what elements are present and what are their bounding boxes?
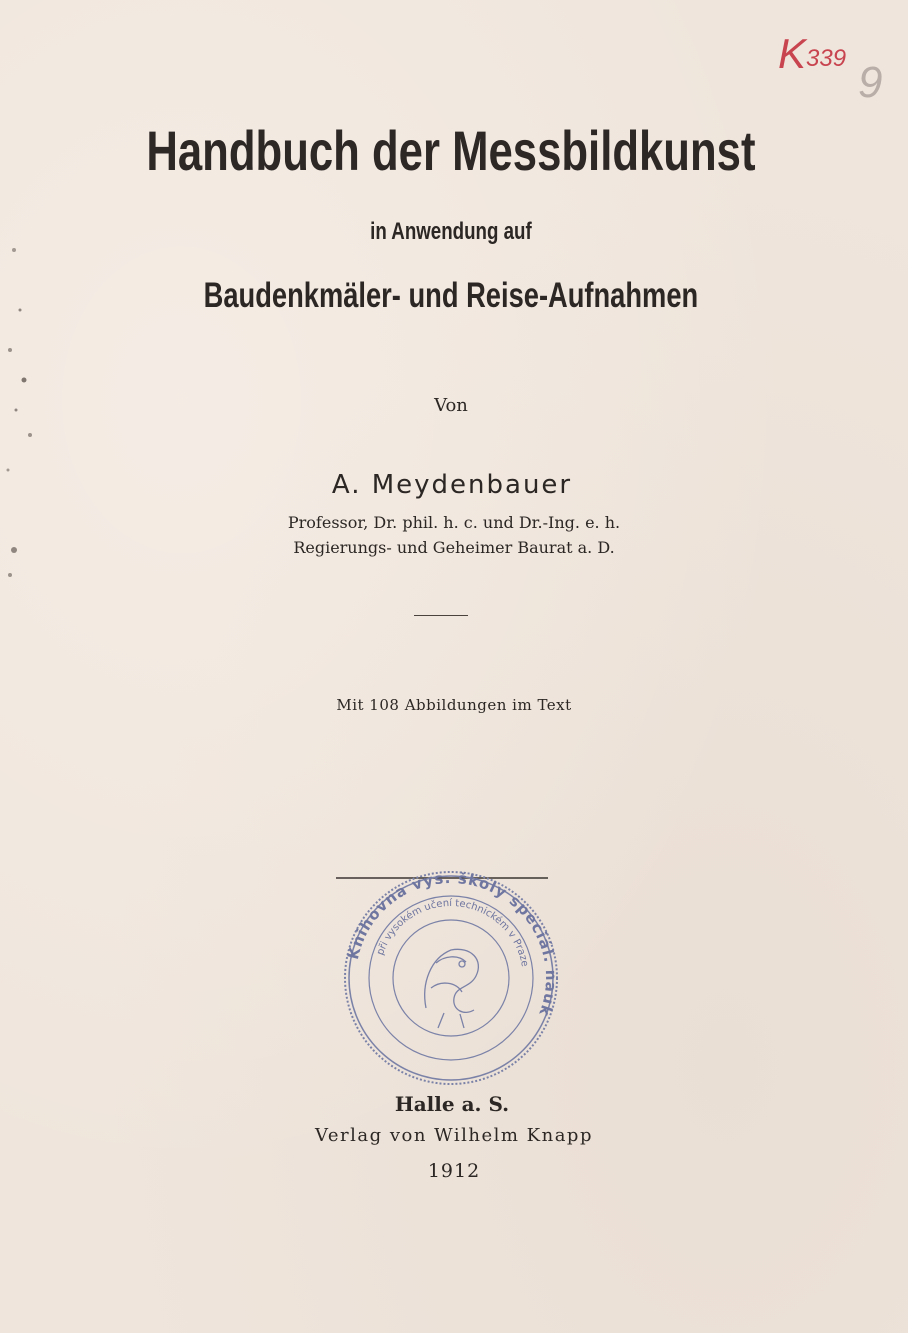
lion-emblem-icon (425, 949, 479, 1028)
stamp-outer-text: Knihovna vys. školy speciál. nauk (343, 868, 561, 1019)
publication-place: Halle a. S. (394, 1092, 510, 1116)
book-title: Handbuch der Messbildkunst (146, 119, 756, 182)
subtitle-line-2: Baudenkmäler- und Reise-Aufnahmen (203, 276, 699, 315)
illustrations-note: Mit 108 Abbildungen im Text (336, 696, 572, 714)
author-credentials-line-2: Regierungs- und Geheimer Baurat a. D. (293, 538, 615, 557)
publication-year: 1912 (427, 1160, 481, 1182)
publisher: Verlag von Wilhelm Knapp (315, 1125, 593, 1146)
pencil-annotation: 9 (858, 58, 883, 107)
author-credentials-line-1: Professor, Dr. phil. h. c. und Dr.-Ing. e. h. (287, 513, 621, 532)
by-label: Von (434, 395, 468, 416)
shelfmark-letter: K (778, 30, 807, 77)
divider-rule (414, 615, 468, 616)
author-name: A. Meydenbauer (331, 470, 573, 500)
subtitle-line-1: in Anwendung auf (370, 218, 532, 245)
library-stamp (336, 868, 566, 1088)
shelfmark-number: 339 (806, 45, 847, 72)
stamp-inner-text: při vysokém učení technickém v Praze (374, 897, 531, 968)
shelfmark-annotation (778, 30, 846, 78)
